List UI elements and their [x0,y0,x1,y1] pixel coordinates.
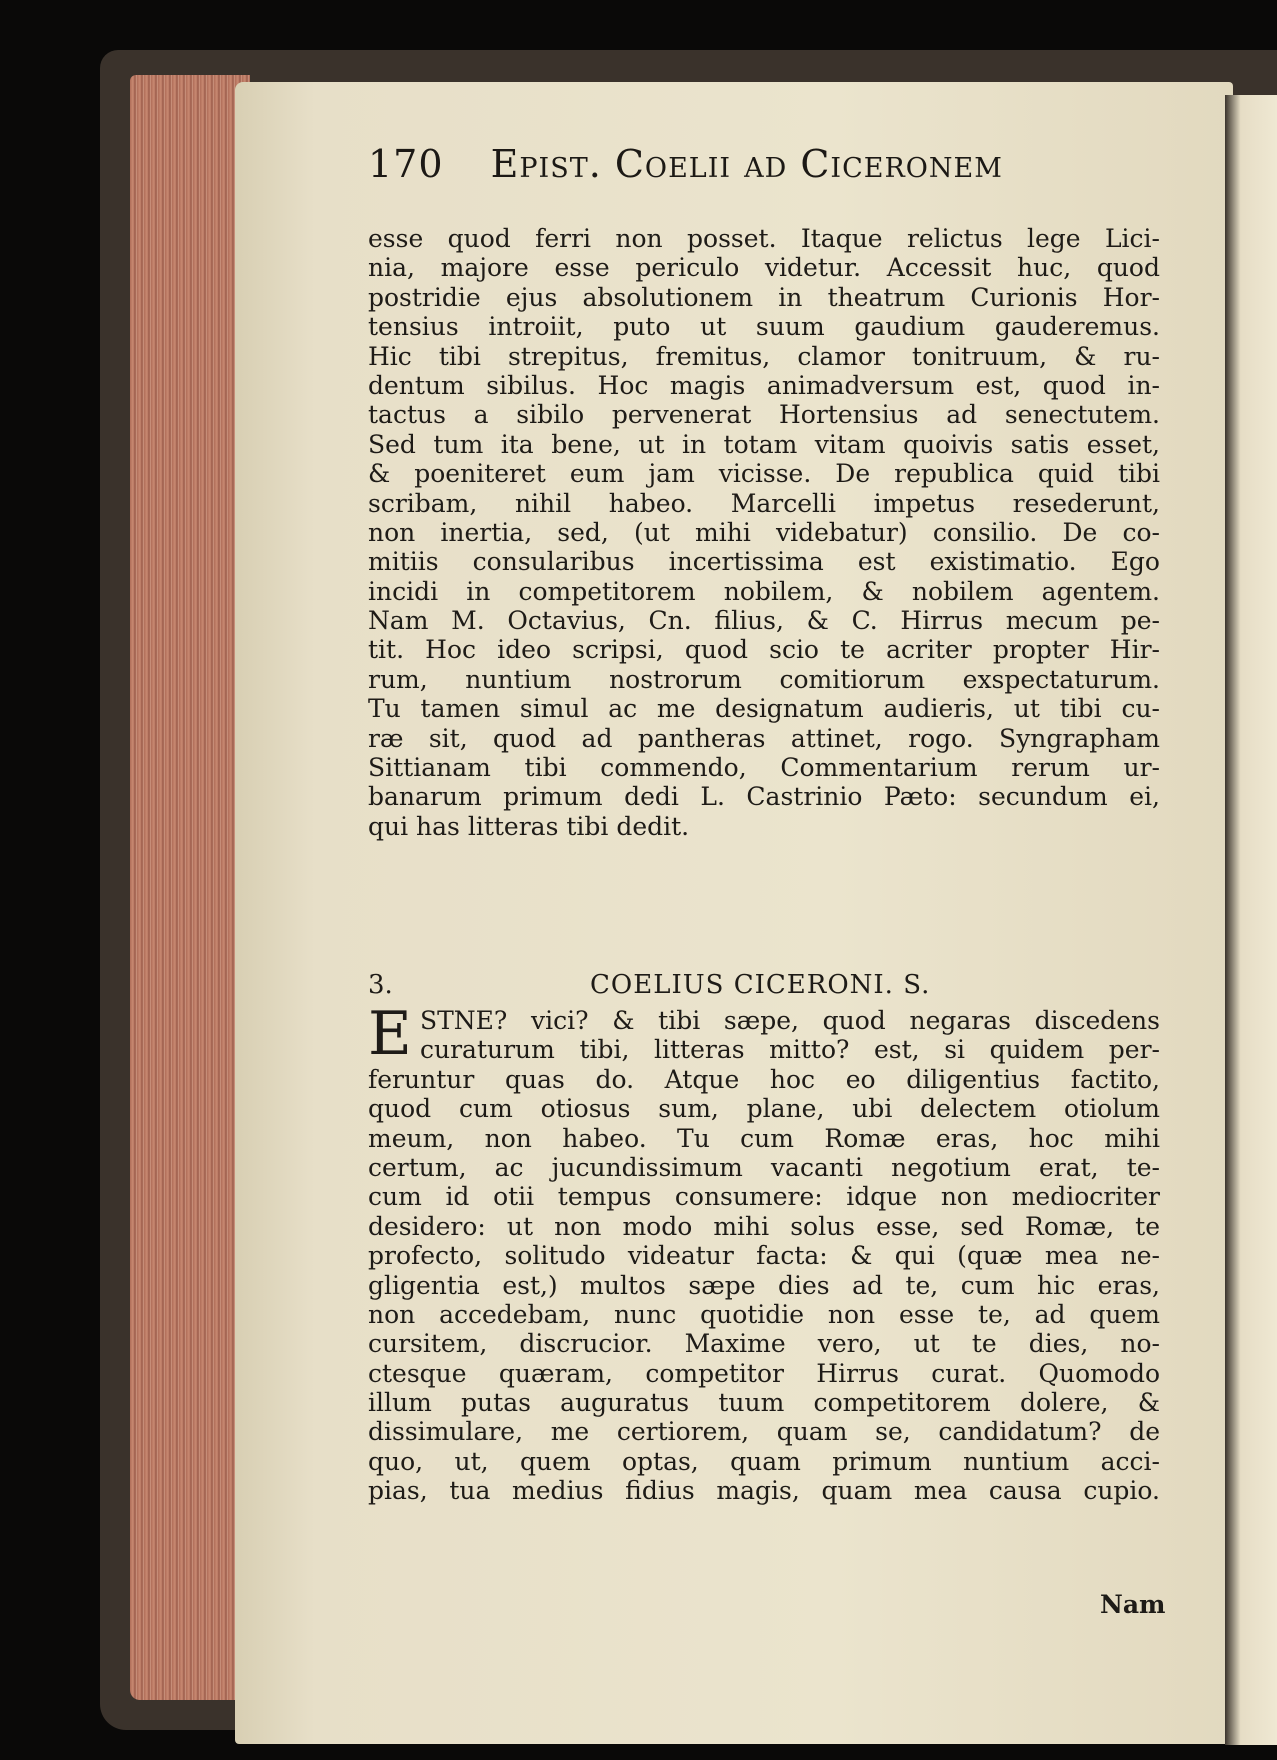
text-line: gligentia est,) multos sæpe dies ad te, cum hic eras, [368,1270,1160,1300]
text-line: Sed tum ita bene, ut in totam vitam quoivis satis esset, [368,429,1160,459]
text-line: nia, majore esse periculo videtur. Accessit huc, quod [368,253,1160,283]
text-line: Sittianam tibi commendo, Commentarium rerum ur- [368,753,1160,783]
text-line: STNE? vici? & tibi sæpe, quod negaras discedens [420,1006,1160,1035]
text-line: dissimulare, me certiorem, quam se, candidatum? de [368,1417,1160,1447]
paragraph-one [368,224,1160,841]
text-line: cum id otii tempus consumere: idque non mediocriter [368,1182,1160,1212]
text-line: postridie ejus absolutionem in theatrum Curionis Hor- [368,282,1160,312]
text-line: Tu tamen simul ac me designatum audieris, ut tibi cu- [368,694,1160,724]
text-line: non accedebam, nunc quotidie non esse te, ad quem [368,1299,1160,1329]
text-line: tit. Hoc ideo scripsi, quod scio te acriter propter Hir- [368,635,1160,665]
drop-cap: E [368,999,412,1069]
page-edges [130,75,250,1700]
text-line: cursitem, discrucior. Maxime vero, ut te dies, no- [368,1329,1160,1359]
running-title: Epist. Coelii ad Ciceronem [490,142,1003,186]
letter-number: 3. [368,970,393,1000]
text-line: non inertia, sed, (ut mihi videbatur) consilio. De co- [368,517,1160,547]
text-line: ræ sit, quod ad pantheras attinet, rogo. Syngrapham [368,723,1160,753]
text-line: Nam M. Octavius, Cn. filius, & C. Hirrus mecum pe- [368,606,1160,636]
text-line: meum, non habeo. Tu cum Romæ eras, hoc mihi [368,1123,1160,1153]
text-line: qui has litteras tibi dedit. [368,811,690,841]
text-line: profecto, solitudo videatur facta: & qui (quæ mea ne- [368,1241,1160,1271]
page-header [368,142,1108,186]
text-line: feruntur quas do. Atque hoc eo diligentius factito, [368,1064,1160,1094]
text-line: pias, tua medius fidius magis, quam mea causa cupio. [368,1476,1160,1506]
catchword: Nam [1100,1590,1166,1619]
text-line: quo, ut, quem optas, quam primum nuntium acci- [368,1446,1160,1476]
text-line: curaturum tibi, litteras mitto? est, si quidem per- [420,1035,1160,1065]
text-line: ctesque quæram, competitor Hirrus curat. Quomodo [368,1358,1160,1388]
text-line: dentum sibilus. Hoc magis animadversum est, quod in- [368,370,1160,400]
text-line: banarum primum dedi L. Castrinio Pæto: secundum ei, [368,782,1160,812]
text-line: scribam, nihil habeo. Marcelli impetus resederunt, [368,488,1160,518]
text-line: quod cum otiosus sum, plane, ubi delectem otiolum [368,1094,1160,1124]
text-line: rum, nuntium nostrorum comitiorum exspectaturum. [368,664,1160,694]
text-line: Hic tibi strepitus, fremitus, clamor tonitruum, & ru- [368,341,1160,371]
text-line: desidero: ut non modo mihi solus esse, sed Romæ, te [368,1211,1160,1241]
text-line: certum, ac jucundissimum vacanti negotium erat, te- [368,1152,1160,1182]
facing-page-edge [1225,95,1277,1745]
text-line: illum putas auguratus tuum competitorem dolere, & [368,1388,1160,1418]
text-line: incidi in competitorem nobilem, & nobilem agentem. [368,576,1160,606]
letter-heading [368,970,1160,1000]
page-number: 170 [368,142,444,186]
text-line: & poeniteret eum jam vicisse. De republica quid tibi [368,459,1160,489]
text-line: tensius introiit, puto ut suum gaudium gauderemus. [368,312,1160,342]
text-line: esse quod ferri non posset. Itaque relictus lege Lici- [368,224,1160,253]
paragraph-two [368,999,1160,1506]
letter-title: COELIUS CICERONI. S. [590,970,931,1000]
text-line: mitiis consularibus incertissima est existimatio. Ego [368,547,1160,577]
text-line: tactus a sibilo pervenerat Hortensius ad senectutem. [368,400,1160,430]
